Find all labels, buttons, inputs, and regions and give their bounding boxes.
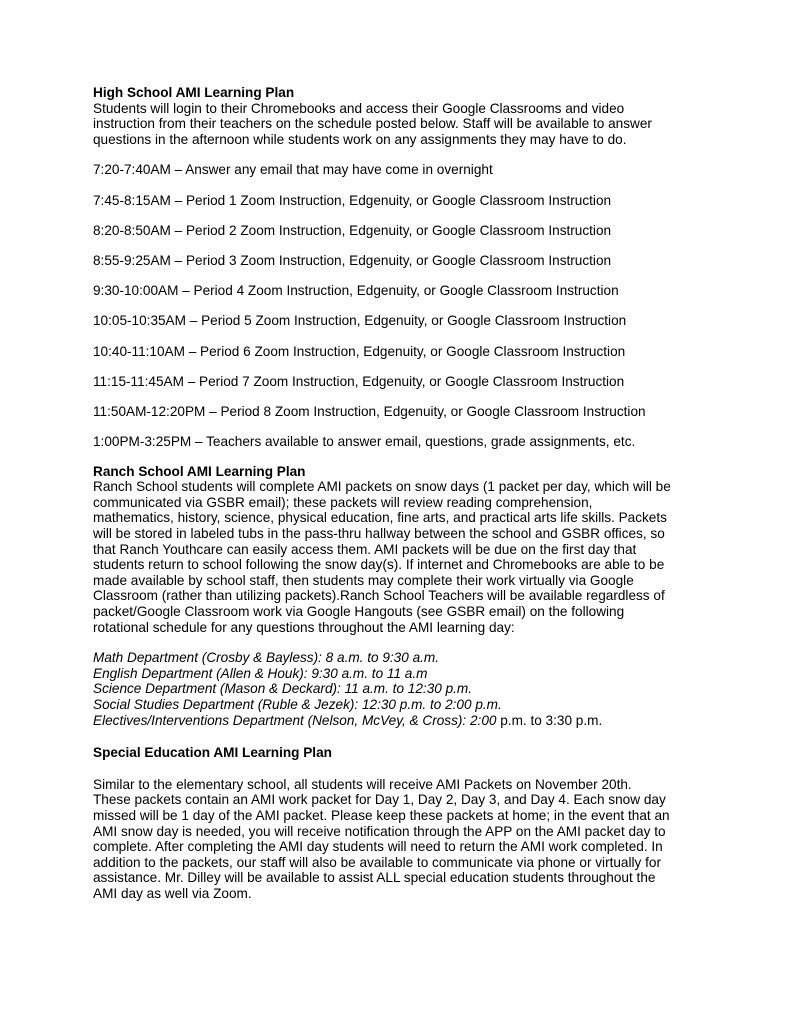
schedule-item: 10:05-10:35AM – Period 5 Zoom Instruction, Edgenuity, or Google Classroom Instruction (93, 313, 627, 329)
ranch-school-section (93, 464, 705, 729)
text-line: Similar to the elementary school, all students will receive AMI Packets on November 20th. (93, 776, 632, 792)
schedule-item: 8:20-8:50AM – Period 2 Zoom Instruction, Edgenuity, or Google Classroom Instruction (93, 222, 612, 238)
schedule-item: 9:30-10:00AM – Period 4 Zoom Instruction, Edgenuity, or Google Classroom Instruction (93, 283, 619, 299)
text-line: complete. After completing the AMI day students will need to return the AMI work completed. In (93, 839, 663, 855)
text-line: These packets contain an AMI work packet for Day 1, Day 2, Day 3, and Day 4. Each snow day (93, 792, 666, 808)
special-education-body (93, 777, 705, 902)
high-school-section (93, 85, 705, 450)
high-school-intro (93, 101, 705, 148)
special-education-heading: Special Education AMI Learning Plan (93, 745, 332, 761)
rotation-item: Science Department (Mason & Deckard): 11 a.m. to 12:30 p.m. (93, 681, 473, 697)
text-line: questions in the afternoon while students work on any assignments they may have to do. (93, 131, 627, 147)
schedule-item: 10:40-11:10AM – Period 6 Zoom Instruction, Edgenuity, or Google Classroom Instruction (93, 343, 626, 359)
rotation-item-electives (93, 713, 705, 729)
text-line: AMI snow day is needed, you will receive notification through the APP on the AMI packet day to (93, 823, 666, 839)
document-page (93, 85, 705, 902)
electives-upright-text: p.m. to 3:30 p.m. (496, 712, 603, 728)
text-line: will be stored in labeled tubs in the pass-thru hallway between the school and GSBR offices, so (93, 526, 665, 542)
high-school-schedule (93, 162, 705, 449)
rotation-item: English Department (Allen & Houk): 9:30 a.m. to 11 a.m (93, 665, 428, 681)
text-line: packet/Google Classroom work via Google Hangouts (see GSBR email) on the following (93, 604, 625, 619)
schedule-item: 8:55-9:25AM – Period 3 Zoom Instruction, Edgenuity, or Google Classroom Instruction (93, 252, 612, 268)
text-line: Students will login to their Chromebooks and access their Google Classrooms and video (93, 100, 625, 116)
schedule-item: 7:20-7:40AM – Answer any email that may have come in overnight (93, 162, 493, 178)
ranch-school-heading: Ranch School AMI Learning Plan (93, 463, 306, 479)
electives-italic-text: Electives/Interventions Department (Nelson, McVey, & Cross): 2:00 (93, 712, 497, 728)
text-line: students return to school following the snow day(s). If internet and Chromebooks are able to be (93, 557, 665, 573)
text-line: AMI day as well via Zoom. (93, 885, 252, 901)
text-line: made available by school staff, then students may complete their work virtually via Google (93, 572, 634, 588)
text-line: Classroom (rather than utilizing packets).Ranch School Teachers will be available regardless of (93, 588, 665, 604)
schedule-item: 1:00PM-3:25PM – Teachers available to answer email, questions, grade assignments, etc. (93, 434, 636, 450)
schedule-item: 7:45-8:15AM – Period 1 Zoom Instruction, Edgenuity, or Google Classroom Instruction (93, 192, 612, 208)
text-line: that Ranch Youthcare can easily access them. AMI packets will be due on the first day that (93, 541, 637, 557)
text-line: assistance. Mr. Dilley will be available to assist ALL special education students throughout the (93, 870, 656, 886)
schedule-item: 11:15-11:45AM – Period 7 Zoom Instruction, Edgenuity, or Google Classroom Instruction (93, 373, 625, 389)
text-line: missed will be 1 day of the AMI packet. Please keep these packets at home; in the event that an (93, 807, 670, 823)
text-line: mathematics, history, science, physical education, fine arts, and practical arts life skills. Packets (93, 510, 667, 526)
high-school-heading: High School AMI Learning Plan (93, 85, 295, 100)
rotation-schedule (93, 650, 705, 728)
text-line: Ranch School students will complete AMI packets on snow days (1 packet per day, which will be (93, 479, 671, 495)
text-line: instruction from their teachers on the schedule posted below. Staff will be available to answer (93, 116, 652, 132)
text-line: communicated via GSBR email); these packets will review reading comprehension, (93, 494, 593, 510)
rotation-item: Social Studies Department (Ruble & Jezek): 12:30 p.m. to 2:00 p.m. (93, 696, 502, 712)
special-education-section (93, 745, 705, 901)
text-line: rotational schedule for any questions throughout the AMI learning day: (93, 619, 515, 635)
schedule-item: 11:50AM-12:20PM – Period 8 Zoom Instruction, Edgenuity, or Google Classroom Instruction (93, 403, 646, 419)
ranch-school-body (93, 479, 705, 635)
rotation-item: Math Department (Crosby & Bayless): 8 a.m. to 9:30 a.m. (93, 650, 440, 666)
text-line: addition to the packets, our staff will also be available to communicate via phone or virtually for (93, 854, 661, 870)
